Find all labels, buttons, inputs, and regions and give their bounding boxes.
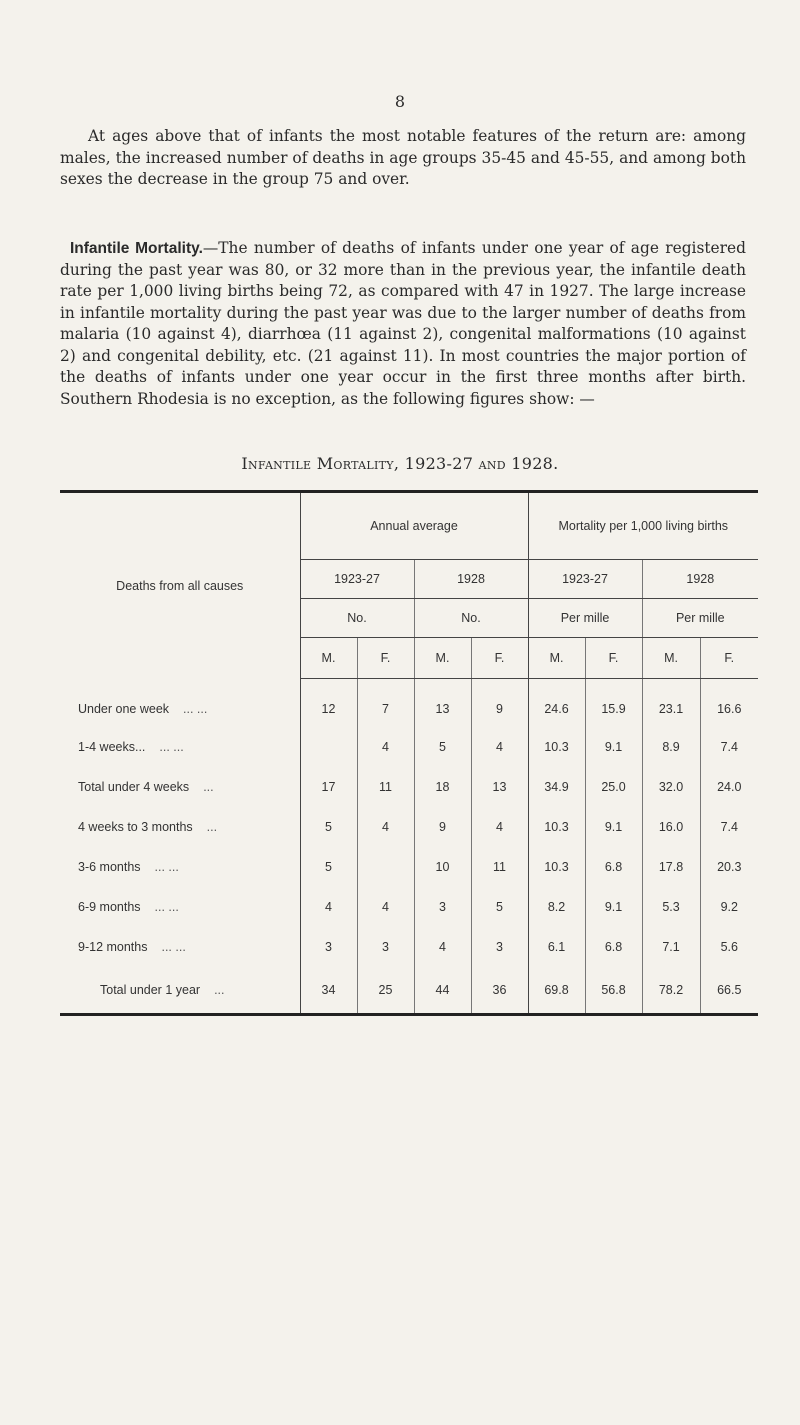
leader-dots: ... ... [154,900,179,914]
table-cell: 17 [300,767,357,807]
table-cell: 78.2 [642,967,700,1015]
sex-male: M. [528,638,585,679]
leader-dots: ... [214,983,225,997]
group-mortality-rate: Mortality per 1,000 living births [528,492,758,560]
table-row [60,807,758,847]
table-cell: 36 [471,967,528,1015]
row-label [60,847,300,887]
sex-female: F. [700,638,758,679]
unit-no: No. [300,599,414,638]
table-cell: 16.6 [700,679,758,728]
table-row [60,887,758,927]
table-cell: 24.0 [700,767,758,807]
table-cell: 7.4 [700,807,758,847]
table-cell: 9.1 [585,727,642,767]
paragraph-infantile-mortality [60,238,746,410]
table-cell: 5.6 [700,927,758,967]
table-cell: 11 [357,767,414,807]
table-cell: 6.8 [585,927,642,967]
table-cell: 4 [357,727,414,767]
table-cell: 66.5 [700,967,758,1015]
table-cell: 10.3 [528,727,585,767]
table-row [60,767,758,807]
table-cell: 5 [414,727,471,767]
table-cell: 7.4 [700,727,758,767]
group-annual-average: Annual average [300,492,528,560]
row-label-text: 3-6 months [78,860,141,874]
table-cell: 18 [414,767,471,807]
row-label-text: 9-12 months [78,940,148,954]
table-cell: 4 [471,807,528,847]
table-cell: 44 [414,967,471,1015]
unit-per-mille: Per mille [528,599,642,638]
unit-per-mille: Per mille [642,599,758,638]
table-cell: 9 [414,807,471,847]
table-cell: 3 [471,927,528,967]
table-cell: 34 [300,967,357,1015]
table-cell: 13 [471,767,528,807]
table-cell: 5 [300,847,357,887]
table-row [60,727,758,767]
table-cell: 5 [300,807,357,847]
leader-dots: ... [203,780,214,794]
table-cell: 17.8 [642,847,700,887]
table-title: Infantile Mortality, 1923-27 and 1928. [241,454,559,473]
section-body: —The number of deaths of infants under one year of age registered during the past year was 80, or 32 more than in the previous year, the infantile death rate per 1,000 living births being 72, as compared with 47 in 1927. The large increase in infantile mortality during the past year was due to the larger number of deaths from malaria (10 against 4), diarrhœa (11 against 2), congenital malformations (10 against 2) and congenital debility, etc. (21 against 11). In most countries the major portion of the deaths of infants under one year occur in the first three months after birth. Southern Rhodesia is no exception, as the following figures show: — [60,239,746,408]
table-cell: 4 [300,887,357,927]
row-label-text: 4 weeks to 3 months [78,820,193,834]
period-1928-annual: 1928 [414,560,528,599]
table-cell: 16.0 [642,807,700,847]
table-cell: 20.3 [700,847,758,887]
table-cell: 4 [357,887,414,927]
table-cell: 10 [414,847,471,887]
table-cell: 69.8 [528,967,585,1015]
leader-dots: ... ... [154,860,179,874]
unit-no: No. [414,599,528,638]
table-cell: 3 [357,927,414,967]
period-1923-27-rate: 1923-27 [528,560,642,599]
sex-male: M. [642,638,700,679]
table-cell: 34.9 [528,767,585,807]
row-label-text: Under one week [78,701,170,716]
table-cell: 6.1 [528,927,585,967]
period-1928-rate: 1928 [642,560,758,599]
table-cell: 25 [357,967,414,1015]
table-cell: 9 [471,679,528,728]
table-cell: 11 [471,847,528,887]
row-label [60,679,300,728]
table-cell: 12 [300,679,357,728]
row-label [60,967,300,1015]
sex-male: M. [414,638,471,679]
row-label [60,887,300,927]
row-header: Deaths from all causes [60,492,300,679]
table-cell [357,847,414,887]
row-label-text: Total under 1 year [100,983,201,997]
table-cell: 4 [414,927,471,967]
row-label [60,727,300,767]
table-cell: 9.1 [585,887,642,927]
table-cell: 3 [300,927,357,967]
table-cell: 4 [471,727,528,767]
table-cell: 7.1 [642,927,700,967]
table-cell: 5 [471,887,528,927]
row-label-text: 1-4 weeks... [78,740,146,754]
table-cell: 7 [357,679,414,728]
table-row [60,847,758,887]
table-cell: 9.2 [700,887,758,927]
period-1923-27-annual: 1923-27 [300,560,414,599]
row-label-text: 6-9 months [78,900,141,914]
row-label [60,807,300,847]
row-label [60,927,300,967]
row-label-text: Total under 4 weeks [78,780,190,794]
table-row [60,927,758,967]
table-cell: 5.3 [642,887,700,927]
table-cell: 6.8 [585,847,642,887]
table-cell: 56.8 [585,967,642,1015]
total-row [60,967,758,1015]
leader-dots: ... ... [159,740,184,754]
paragraph-age-groups: At ages above that of infants the most notable features of the return are: among males, the increased number of deaths in age groups 35-45 and 45-55, and among both sexes the decrease in the group 75 and over. [60,127,746,188]
sex-female: F. [357,638,414,679]
leader-dots: ... ... [161,940,186,954]
table-cell: 23.1 [642,679,700,728]
sex-male: M. [300,638,357,679]
table-cell: 8.2 [528,887,585,927]
table-cell: 8.9 [642,727,700,767]
row-label [60,767,300,807]
table-cell: 4 [357,807,414,847]
table-cell [300,727,357,767]
leader-dots: ... ... [183,701,208,716]
table-cell: 10.3 [528,847,585,887]
page-number: 8 [394,92,406,111]
sex-female: F. [471,638,528,679]
mortality-table [60,490,758,1016]
table-cell: 10.3 [528,807,585,847]
table-cell: 3 [414,887,471,927]
section-heading: Infantile Mortality. [70,240,203,257]
table-row [60,679,758,728]
table-cell: 13 [414,679,471,728]
table-cell: 15.9 [585,679,642,728]
sex-female: F. [585,638,642,679]
leader-dots: ... [206,820,218,834]
table-cell: 32.0 [642,767,700,807]
table-cell: 24.6 [528,679,585,728]
table-cell: 9.1 [585,807,642,847]
table-cell: 25.0 [585,767,642,807]
